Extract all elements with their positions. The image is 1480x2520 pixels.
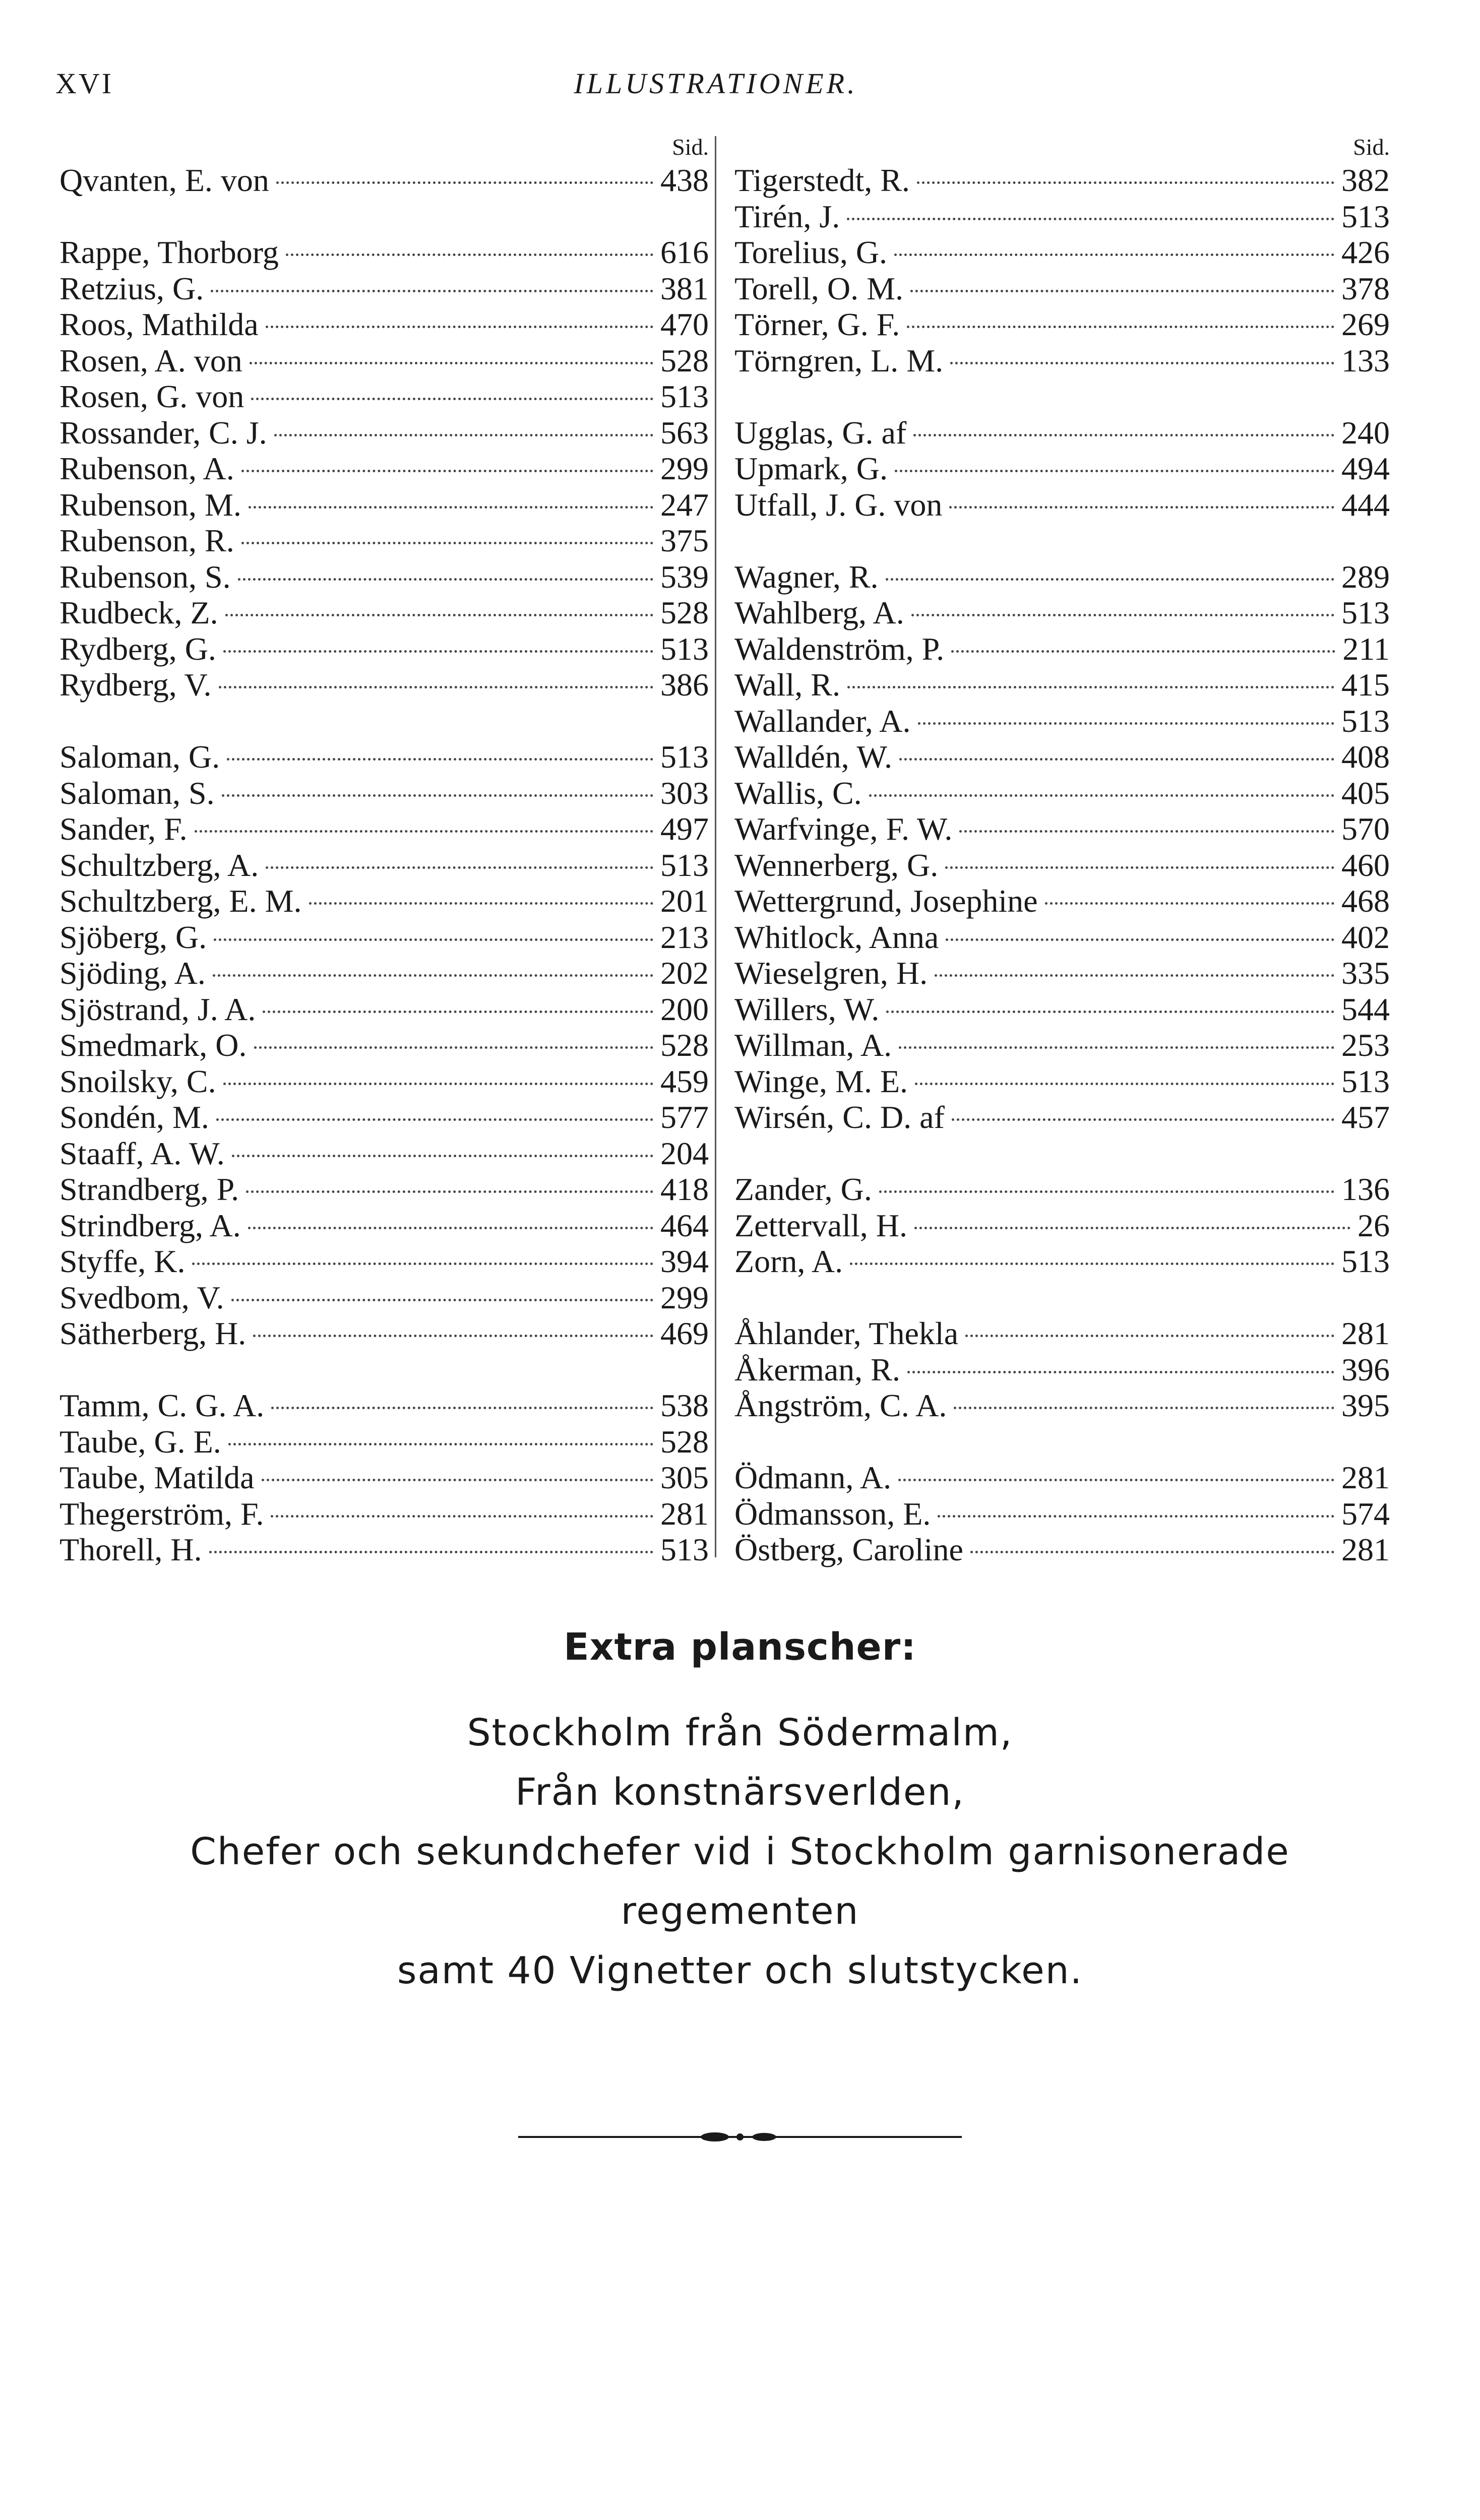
entry-page-number: 513: [1341, 595, 1390, 631]
index-entry: [734, 667, 1390, 703]
dot-leader: [970, 1551, 1334, 1553]
index-entry: [734, 811, 1390, 847]
entry-page-number: 513: [1341, 1243, 1390, 1279]
entry-page-number: 513: [660, 379, 709, 414]
dot-leader: [915, 1083, 1334, 1085]
entry-page-number: 136: [1341, 1171, 1390, 1207]
index-entry: [59, 1315, 715, 1352]
entry-name: Upmark, G.: [734, 451, 888, 486]
dot-leader: [945, 866, 1334, 869]
index-entry: [59, 487, 715, 523]
dot-leader: [886, 1011, 1334, 1013]
entry-page-number: 426: [1341, 234, 1390, 270]
entry-page-number: 378: [1341, 270, 1390, 306]
entry-page-number: 470: [660, 306, 709, 342]
entry-page-number: 415: [1341, 667, 1390, 703]
dot-leader: [211, 290, 653, 292]
index-entry: [734, 991, 1390, 1028]
extra-plates-line: Stockholm från Södermalm,: [467, 1711, 1013, 1754]
entry-page-number: 408: [1341, 739, 1390, 775]
page-column-header: Sid.: [1353, 134, 1390, 160]
entry-page-number: 574: [1341, 1495, 1390, 1532]
index-entry: [734, 1027, 1390, 1063]
entry-name: Wall, R.: [734, 667, 840, 703]
column-divider: [715, 136, 716, 1557]
entry-name: Ödmansson, E.: [734, 1495, 931, 1532]
index-entry: [734, 451, 1390, 487]
entry-page-number: 563: [660, 414, 709, 451]
entry-name: Willman, A.: [734, 1027, 892, 1063]
entry-page-number: 459: [660, 1063, 709, 1099]
entry-page-number: 202: [660, 955, 709, 991]
dot-leader: [869, 794, 1334, 797]
entry-name: Wennerberg, G.: [734, 847, 939, 883]
index-entry: [59, 523, 715, 559]
entry-page-number: 213: [660, 919, 709, 955]
entry-name: Wallis, C.: [734, 775, 862, 811]
dot-leader: [214, 938, 653, 941]
dot-leader: [879, 1190, 1334, 1193]
entry-page-number: 469: [660, 1315, 709, 1351]
dot-leader: [910, 290, 1334, 292]
index-entry: [734, 1171, 1390, 1208]
dot-leader: [1045, 902, 1334, 905]
entry-name: Qvanten, E. von: [59, 162, 269, 198]
index-entry: [734, 1208, 1390, 1244]
dot-leader: [959, 830, 1334, 833]
entry-name: Torelius, G.: [734, 234, 888, 270]
entry-name: Ugglas, G. af: [734, 414, 907, 451]
entry-page-number: 570: [1341, 811, 1390, 847]
index-entry: [59, 739, 715, 775]
entry-page-number: 457: [1341, 1099, 1390, 1135]
end-ornament: [518, 2127, 962, 2147]
entry-page-number: 253: [1341, 1027, 1390, 1063]
entry-name: Åhlander, Thekla: [734, 1315, 959, 1351]
entry-page-number: 538: [660, 1388, 709, 1423]
entry-page-number: 528: [660, 1027, 709, 1063]
index-entry: [59, 379, 715, 415]
entry-page-number: 303: [660, 775, 709, 811]
dot-leader: [850, 1263, 1334, 1265]
entry-page-number: 513: [1341, 703, 1390, 739]
entry-name: Thegerström, F.: [59, 1495, 264, 1532]
dot-leader: [253, 1335, 653, 1337]
dot-leader: [914, 1227, 1350, 1229]
extra-plates-heading: Extra planscher:: [564, 1625, 916, 1669]
entry-name: Wagner, R.: [734, 558, 879, 595]
entry-name: Zorn, A.: [734, 1243, 843, 1279]
dot-leader: [262, 1479, 654, 1481]
index-entry: [59, 1063, 715, 1100]
index-entry: [59, 1171, 715, 1208]
entry-page-number: 396: [1341, 1351, 1390, 1388]
entry-page-number: 464: [660, 1207, 709, 1243]
index-entry: [734, 234, 1390, 271]
dot-leader: [227, 758, 653, 761]
entry-name: Rossander, C. J.: [59, 414, 267, 451]
entry-page-number: 513: [660, 1532, 709, 1567]
extra-plates-section: [0, 1625, 1480, 2000]
entry-name: Ångström, C. A.: [734, 1388, 947, 1423]
entry-name: Staaff, A. W.: [59, 1135, 225, 1171]
entry-page-number: 497: [660, 811, 709, 847]
entry-page-number: 513: [660, 631, 709, 667]
dot-leader: [847, 686, 1334, 688]
entry-name: Thorell, H.: [59, 1532, 202, 1567]
dot-leader: [911, 614, 1334, 616]
extra-plates-line: regementen: [621, 1889, 859, 1933]
dot-leader: [271, 1515, 653, 1518]
entry-page-number: 616: [660, 234, 709, 270]
entry-page-number: 305: [660, 1460, 709, 1495]
entry-page-number: 405: [1341, 775, 1390, 811]
entry-name: Rydberg, G.: [59, 631, 216, 667]
dot-leader: [219, 686, 654, 688]
index-entry: [734, 162, 1390, 199]
index-entry: [734, 919, 1390, 956]
index-entry: [59, 1532, 715, 1568]
entry-name: Strindberg, A.: [59, 1207, 241, 1243]
index-entry: [59, 991, 715, 1028]
entry-page-number: 281: [1341, 1532, 1390, 1567]
entry-name: Sjöstrand, J. A.: [59, 991, 256, 1027]
index-entry: [59, 955, 715, 991]
entry-page-number: 544: [1341, 991, 1390, 1027]
entry-page-number: 418: [660, 1171, 709, 1207]
entry-name: Taube, Matilda: [59, 1460, 255, 1495]
entry-name: Wahlberg, A.: [734, 595, 904, 631]
dot-leader: [266, 866, 653, 869]
dot-leader: [263, 1011, 653, 1013]
index-entry: [734, 1243, 1390, 1280]
entry-name: Rappe, Thorborg: [59, 234, 279, 270]
index-entry: [59, 847, 715, 884]
index-entry: [734, 487, 1390, 523]
dot-leader: [228, 1443, 653, 1445]
entry-page-number: 577: [660, 1099, 709, 1135]
dot-leader: [949, 506, 1334, 509]
dot-leader: [894, 254, 1334, 256]
dot-leader: [847, 218, 1334, 220]
running-head: [55, 67, 1376, 112]
dot-leader: [309, 902, 653, 905]
dot-leader: [907, 326, 1334, 328]
entry-page-number: 269: [1341, 306, 1390, 342]
index-entry: [734, 1532, 1390, 1568]
entry-name: Taube, G. E.: [59, 1423, 221, 1460]
dot-leader: [250, 362, 653, 364]
entry-name: Waldenström, P.: [734, 631, 945, 667]
entry-name: Rosen, G. von: [59, 379, 244, 414]
index-entry: [59, 811, 715, 847]
entry-page-number: 133: [1341, 342, 1390, 379]
index-entry: [734, 1460, 1390, 1496]
dot-leader: [954, 1407, 1334, 1409]
dot-leader: [286, 254, 653, 256]
entry-name: Retzius, G.: [59, 270, 204, 306]
page-number: XVI: [55, 67, 114, 100]
entry-name: Whitlock, Anna: [734, 919, 939, 955]
entry-page-number: 460: [1341, 847, 1390, 883]
index-entry: [734, 271, 1390, 307]
index-entry: [734, 415, 1390, 451]
index-entry: [734, 847, 1390, 884]
entry-page-number: 204: [660, 1135, 709, 1171]
dot-leader: [241, 542, 653, 544]
dot-leader: [241, 470, 653, 472]
entry-name: Snoilsky, C.: [59, 1063, 216, 1099]
entry-page-number: 395: [1341, 1388, 1390, 1423]
dot-leader: [898, 1479, 1334, 1481]
index-entry: [59, 1388, 715, 1424]
index-entry: [59, 306, 715, 343]
entry-name: Schultzberg, E. M.: [59, 883, 302, 919]
dot-leader: [225, 614, 653, 616]
dot-leader: [222, 794, 653, 797]
entry-page-number: 26: [1358, 1207, 1390, 1243]
index-entry: [59, 1460, 715, 1496]
entry-page-number: 381: [660, 270, 709, 306]
entry-name: Tigerstedt, R.: [734, 162, 910, 198]
dot-leader: [251, 398, 653, 400]
index-entry: [59, 1099, 715, 1136]
entry-page-number: 299: [660, 1279, 709, 1315]
entry-page-number: 240: [1341, 414, 1390, 451]
extra-plates-line: Från konstnärsverlden,: [515, 1771, 965, 1814]
index-column-left: [59, 132, 715, 1568]
dot-leader: [917, 181, 1334, 184]
entry-page-number: 513: [1341, 1063, 1390, 1099]
dot-leader: [223, 1083, 653, 1085]
entry-page-number: 382: [1341, 162, 1390, 198]
index-entry: [734, 595, 1390, 631]
index-entry: [59, 1496, 715, 1532]
dot-leader: [950, 362, 1334, 364]
entry-name: Styffe, K.: [59, 1243, 186, 1279]
index-entry: [59, 631, 715, 667]
dot-leader: [899, 758, 1334, 761]
entry-page-number: 394: [660, 1243, 709, 1279]
entry-name: Åkerman, R.: [734, 1351, 900, 1388]
dot-leader: [248, 1227, 653, 1229]
entry-page-number: 444: [1341, 486, 1390, 523]
entry-page-number: 375: [660, 523, 709, 558]
index-entry: [59, 271, 715, 307]
dot-leader: [274, 434, 653, 436]
running-title: ILLUSTRATIONER.: [574, 67, 858, 100]
index-entry: [734, 775, 1390, 811]
index-entry: [59, 883, 715, 919]
entry-page-number: 299: [660, 451, 709, 486]
entry-name: Svedbom, V.: [59, 1279, 224, 1315]
entry-page-number: 247: [660, 486, 709, 523]
dot-leader: [246, 1190, 653, 1193]
entry-name: Törngren, L. M.: [734, 342, 944, 379]
index-entry: [59, 1243, 715, 1280]
dot-leader: [913, 434, 1334, 436]
index-column-right: [734, 132, 1390, 1568]
entry-page-number: 402: [1341, 919, 1390, 955]
entry-name: Sander, F.: [59, 811, 188, 847]
entry-name: Rubenson, S.: [59, 558, 231, 595]
index-entry: [59, 451, 715, 487]
dot-leader: [965, 1335, 1334, 1337]
dot-leader: [271, 1407, 653, 1409]
index-entry: [734, 1388, 1390, 1424]
entry-name: Saloman, S.: [59, 775, 215, 811]
dot-leader: [935, 974, 1334, 977]
entry-name: Zander, G.: [734, 1171, 872, 1207]
index-entry: [59, 559, 715, 595]
entry-name: Wieselgren, H.: [734, 955, 928, 991]
entry-name: Törner, G. F.: [734, 306, 900, 342]
index-list-left: [59, 162, 715, 1568]
index-entry: [734, 306, 1390, 343]
index-entry: [734, 1352, 1390, 1388]
entry-name: Strandberg, P.: [59, 1171, 239, 1207]
entry-name: Zettervall, H.: [734, 1207, 907, 1243]
entry-name: Wettergrund, Josephine: [734, 883, 1038, 919]
index-entry: [734, 631, 1390, 667]
index-list-right: [734, 162, 1390, 1568]
extra-plates-line: samt 40 Vignetter och slutstycken.: [397, 1949, 1083, 1992]
index-entry: [59, 415, 715, 451]
entry-page-number: 528: [660, 342, 709, 379]
entry-name: Winge, M. E.: [734, 1063, 908, 1099]
entry-page-number: 494: [1341, 451, 1390, 486]
entry-name: Tirén, J.: [734, 198, 840, 234]
entry-name: Torell, O. M.: [734, 270, 904, 306]
index-entry: [734, 703, 1390, 739]
entry-page-number: 281: [1341, 1460, 1390, 1495]
entry-name: Warfvinge, F. W.: [734, 811, 953, 847]
entry-page-number: 211: [1342, 631, 1390, 667]
dot-leader: [899, 1046, 1334, 1049]
entry-page-number: 201: [660, 883, 709, 919]
entry-page-number: 539: [660, 558, 709, 595]
index-entry: [734, 883, 1390, 919]
entry-name: Ödmann, A.: [734, 1460, 892, 1495]
index-entry: [734, 343, 1390, 379]
dot-leader: [213, 974, 653, 977]
dot-leader: [266, 326, 653, 328]
entry-name: Smedmark, O.: [59, 1027, 247, 1063]
dot-leader: [895, 470, 1334, 472]
entry-page-number: 438: [660, 162, 709, 198]
index-entry: [59, 1208, 715, 1244]
dot-leader: [209, 1551, 653, 1553]
entry-page-number: 513: [660, 739, 709, 775]
entry-name: Tamm, C. G. A.: [59, 1388, 265, 1423]
dot-leader: [952, 1118, 1334, 1121]
entry-name: Sjöberg, G.: [59, 919, 207, 955]
index-entry: [734, 739, 1390, 775]
index-entry: [59, 343, 715, 379]
entry-page-number: 281: [660, 1495, 709, 1532]
index-entry: [59, 667, 715, 703]
index-entry: [734, 955, 1390, 991]
entry-name: Rudbeck, Z.: [59, 595, 218, 631]
entry-page-number: 528: [660, 595, 709, 631]
entry-name: Utfall, J. G. von: [734, 486, 943, 523]
entry-name: Walldén, W.: [734, 739, 893, 775]
entry-name: Wallander, A.: [734, 703, 911, 739]
entry-page-number: 513: [660, 847, 709, 883]
dot-leader: [907, 1371, 1334, 1373]
entry-name: Rubenson, A.: [59, 451, 234, 486]
entry-page-number: 200: [660, 991, 709, 1027]
extra-plates-line: Chefer och sekundchefer vid i Stockholm garnisonerade: [190, 1830, 1290, 1873]
dot-leader: [216, 1118, 653, 1121]
dot-leader: [232, 1155, 653, 1157]
dot-leader: [254, 1046, 654, 1049]
dot-leader: [249, 506, 653, 509]
entry-name: Schultzberg, A.: [59, 847, 259, 883]
entry-name: Östberg, Caroline: [734, 1532, 963, 1567]
index-entry: [734, 1099, 1390, 1136]
entry-name: Rydberg, V.: [59, 667, 212, 703]
index-entry: [59, 162, 715, 199]
dot-leader: [276, 181, 653, 184]
dot-leader: [192, 1263, 653, 1265]
entry-name: Saloman, G.: [59, 739, 220, 775]
entry-name: Willers, W.: [734, 991, 880, 1027]
entry-page-number: 528: [660, 1423, 709, 1460]
index-entry: [59, 775, 715, 811]
index-entry: [59, 1027, 715, 1063]
dot-leader: [946, 938, 1334, 941]
index-entry: [59, 919, 715, 956]
entry-page-number: 468: [1341, 883, 1390, 919]
page-column-header: Sid.: [672, 134, 709, 160]
index-entry: [734, 1063, 1390, 1100]
index-entry: [59, 234, 715, 271]
dot-leader: [231, 1299, 653, 1301]
index-entry: [734, 1315, 1390, 1352]
index-entry: [59, 1280, 715, 1316]
index-entry: [734, 559, 1390, 595]
entry-name: Wirsén, C. D. af: [734, 1099, 945, 1135]
entry-page-number: 281: [1341, 1315, 1390, 1351]
entry-name: Sätherberg, H.: [59, 1315, 246, 1351]
dot-leader: [886, 578, 1334, 581]
index-entry: [734, 199, 1390, 235]
dot-leader: [938, 1515, 1334, 1518]
index-entry: [734, 1496, 1390, 1532]
entry-name: Rubenson, M.: [59, 486, 241, 523]
entry-name: Rosen, A. von: [59, 342, 242, 379]
index-entry: [59, 595, 715, 631]
entry-page-number: 289: [1341, 558, 1390, 595]
entry-name: Roos, Mathilda: [59, 306, 259, 342]
dot-leader: [223, 650, 653, 653]
dot-leader: [195, 830, 653, 833]
dot-leader: [918, 722, 1335, 725]
entry-page-number: 335: [1341, 955, 1390, 991]
entry-name: Rubenson, R.: [59, 523, 234, 558]
entry-page-number: 513: [1341, 198, 1390, 234]
entry-name: Sjöding, A.: [59, 955, 206, 991]
entry-name: Sondén, M.: [59, 1099, 209, 1135]
dot-leader: [951, 650, 1335, 653]
index-entry: [59, 1136, 715, 1172]
entry-page-number: 386: [660, 667, 709, 703]
dot-leader: [238, 578, 653, 581]
index-entry: [59, 1424, 715, 1460]
